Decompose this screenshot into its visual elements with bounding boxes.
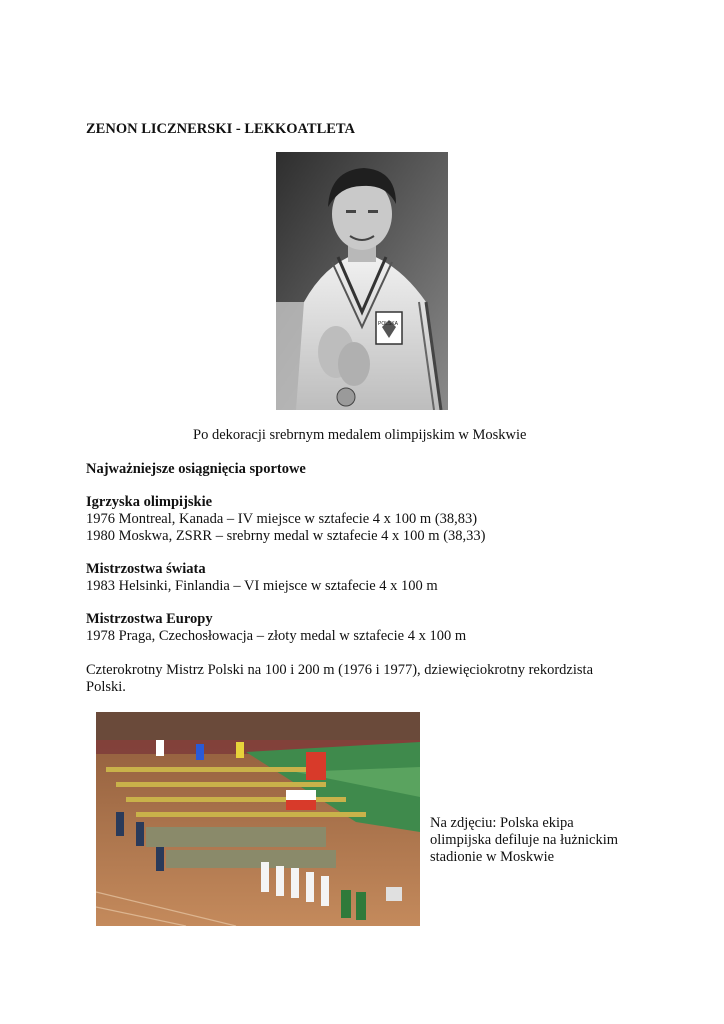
summary-paragraph — [86, 662, 593, 696]
achievement-item: 1976 Montreal, Kanada – IV miejsce w sztafecie 4 x 100 m (38,83) — [86, 511, 478, 527]
caption-line: stadionie w Moskwie — [430, 849, 555, 865]
summary-line: Polski. — [86, 679, 126, 695]
stadium-illustration — [96, 712, 420, 926]
portrait-caption: Po dekoracji srebrnym medalem olimpijskim w Moskwie — [193, 427, 527, 443]
achievement-item: 1978 Praga, Czechosłowacja – złoty medal w sztafecie 4 x 100 m — [86, 628, 467, 644]
caption-line: olimpijska defiluje na łużnickim — [430, 832, 619, 848]
page-title: ZENON LICZNERSKI - LEKKOATLETA — [86, 121, 355, 137]
stadium-parade-photo — [96, 712, 420, 926]
caption-line: Na zdjęciu: Polska ekipa — [430, 815, 574, 831]
section-heading: Igrzyska olimpijskie — [86, 494, 213, 510]
section-heading: Mistrzostwa świata — [86, 561, 206, 577]
section-heading: Mistrzostwa Europy — [86, 611, 213, 627]
stadium-photo-caption — [430, 815, 630, 866]
summary-line: Czterokrotny Mistrz Polski na 100 i 200 m (1976 i 1977), dziewięciokrotny rekordzista — [86, 662, 594, 678]
athlete-portrait-photo — [276, 152, 448, 410]
section-world-championships — [86, 561, 438, 595]
achievements-heading: Najważniejsze osiągnięcia sportowe — [86, 461, 306, 477]
badge-text: POLSKA — [378, 321, 399, 327]
section-olympics — [86, 494, 486, 545]
achievement-item: 1983 Helsinki, Finlandia – VI miejsce w sztafecie 4 x 100 m — [86, 578, 438, 594]
section-european-championships — [86, 611, 466, 645]
achievement-item: 1980 Moskwa, ZSRR – srebrny medal w sztafecie 4 x 100 m (38,33) — [86, 528, 486, 544]
portrait-illustration — [276, 152, 448, 410]
